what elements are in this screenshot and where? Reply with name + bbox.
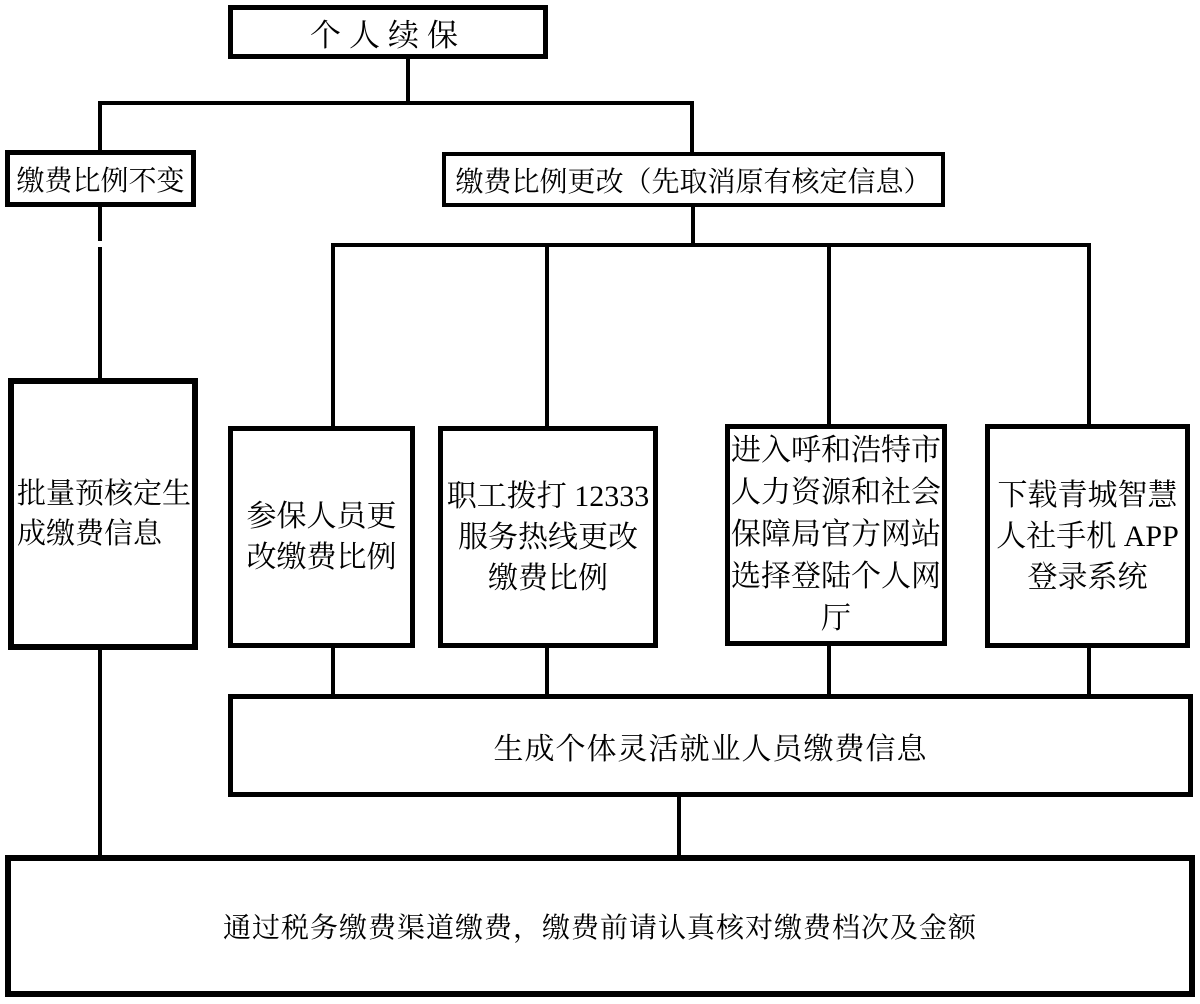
connector-generate-to-tax — [677, 797, 681, 855]
node-insured-change-ratio — [228, 426, 415, 648]
node-smart-app-line1: 下载青城智慧 — [997, 478, 1178, 512]
node-hotline-12333-line1: 职工拨打 12333 — [446, 479, 650, 513]
connector-branch-top-horizontal — [98, 101, 694, 105]
node-website-portal-line4: 选择登陆个人网 — [731, 560, 941, 593]
node-website-portal-line1: 进入呼和浩特市 — [731, 434, 941, 467]
node-website-portal-line5: 厅 — [821, 602, 851, 635]
node-ratio-changed — [442, 152, 945, 207]
node-hotline-12333-line2: 服务热线更改 — [458, 520, 638, 554]
connector-website-to-generate — [827, 646, 831, 694]
connector-to-changed — [690, 101, 694, 152]
connector-to-website — [827, 243, 831, 424]
node-smart-app-line2: 人社手机 APP — [996, 519, 1179, 553]
connector-batch-to-tax — [98, 650, 102, 855]
connector-unchanged-down-b — [98, 247, 102, 378]
connector-insured-to-generate — [331, 648, 335, 694]
node-website-portal-line3: 保障局官方网站 — [731, 518, 941, 551]
node-batch-preapproval-line2: 成缴费信息 — [17, 518, 163, 550]
connector-to-insured — [331, 243, 335, 426]
node-batch-preapproval-line1: 批量预核定生 — [17, 478, 192, 510]
connector-to-app — [1087, 243, 1091, 424]
node-ratio-unchanged-label: 缴费比例不变 — [16, 165, 185, 197]
node-batch-preapproval — [8, 378, 198, 650]
connector-app-to-generate — [1087, 648, 1091, 694]
node-website-portal-line2: 人力资源和社会 — [731, 476, 941, 509]
node-tax-payment-channel — [5, 855, 1195, 997]
connector-to-hotline — [545, 243, 549, 426]
node-tax-payment-channel-label: 通过税务缴费渠道缴费，缴费前请认真核对缴费档次及金额 — [222, 913, 977, 944]
connector-changed-down — [691, 207, 695, 247]
node-smart-app-line3: 登录系统 — [1027, 560, 1148, 594]
node-generate-payment-info — [228, 694, 1193, 797]
node-website-portal — [725, 424, 947, 646]
node-hotline-12333-line3: 缴费比例 — [488, 561, 608, 595]
connector-to-unchanged — [98, 101, 102, 150]
connector-hotline-to-generate — [545, 648, 549, 694]
node-hotline-12333 — [438, 426, 658, 648]
node-smart-app — [985, 424, 1190, 648]
connector-unchanged-down-a — [98, 207, 102, 241]
connector-branch-mid-horizontal — [331, 243, 1091, 247]
node-insured-change-ratio-line2: 改缴费比例 — [246, 541, 397, 574]
node-insured-change-ratio-line1: 参保人员更 — [246, 500, 397, 533]
connector-renewal-down — [406, 58, 410, 105]
node-personal-renewal — [228, 5, 548, 59]
node-generate-payment-info-label: 生成个体灵活就业人员缴费信息 — [493, 732, 928, 766]
node-ratio-changed-label: 缴费比例更改（先取消原有核定信息） — [455, 166, 932, 198]
node-ratio-unchanged — [5, 150, 196, 207]
node-personal-renewal-label: 个人续保 — [310, 17, 466, 53]
